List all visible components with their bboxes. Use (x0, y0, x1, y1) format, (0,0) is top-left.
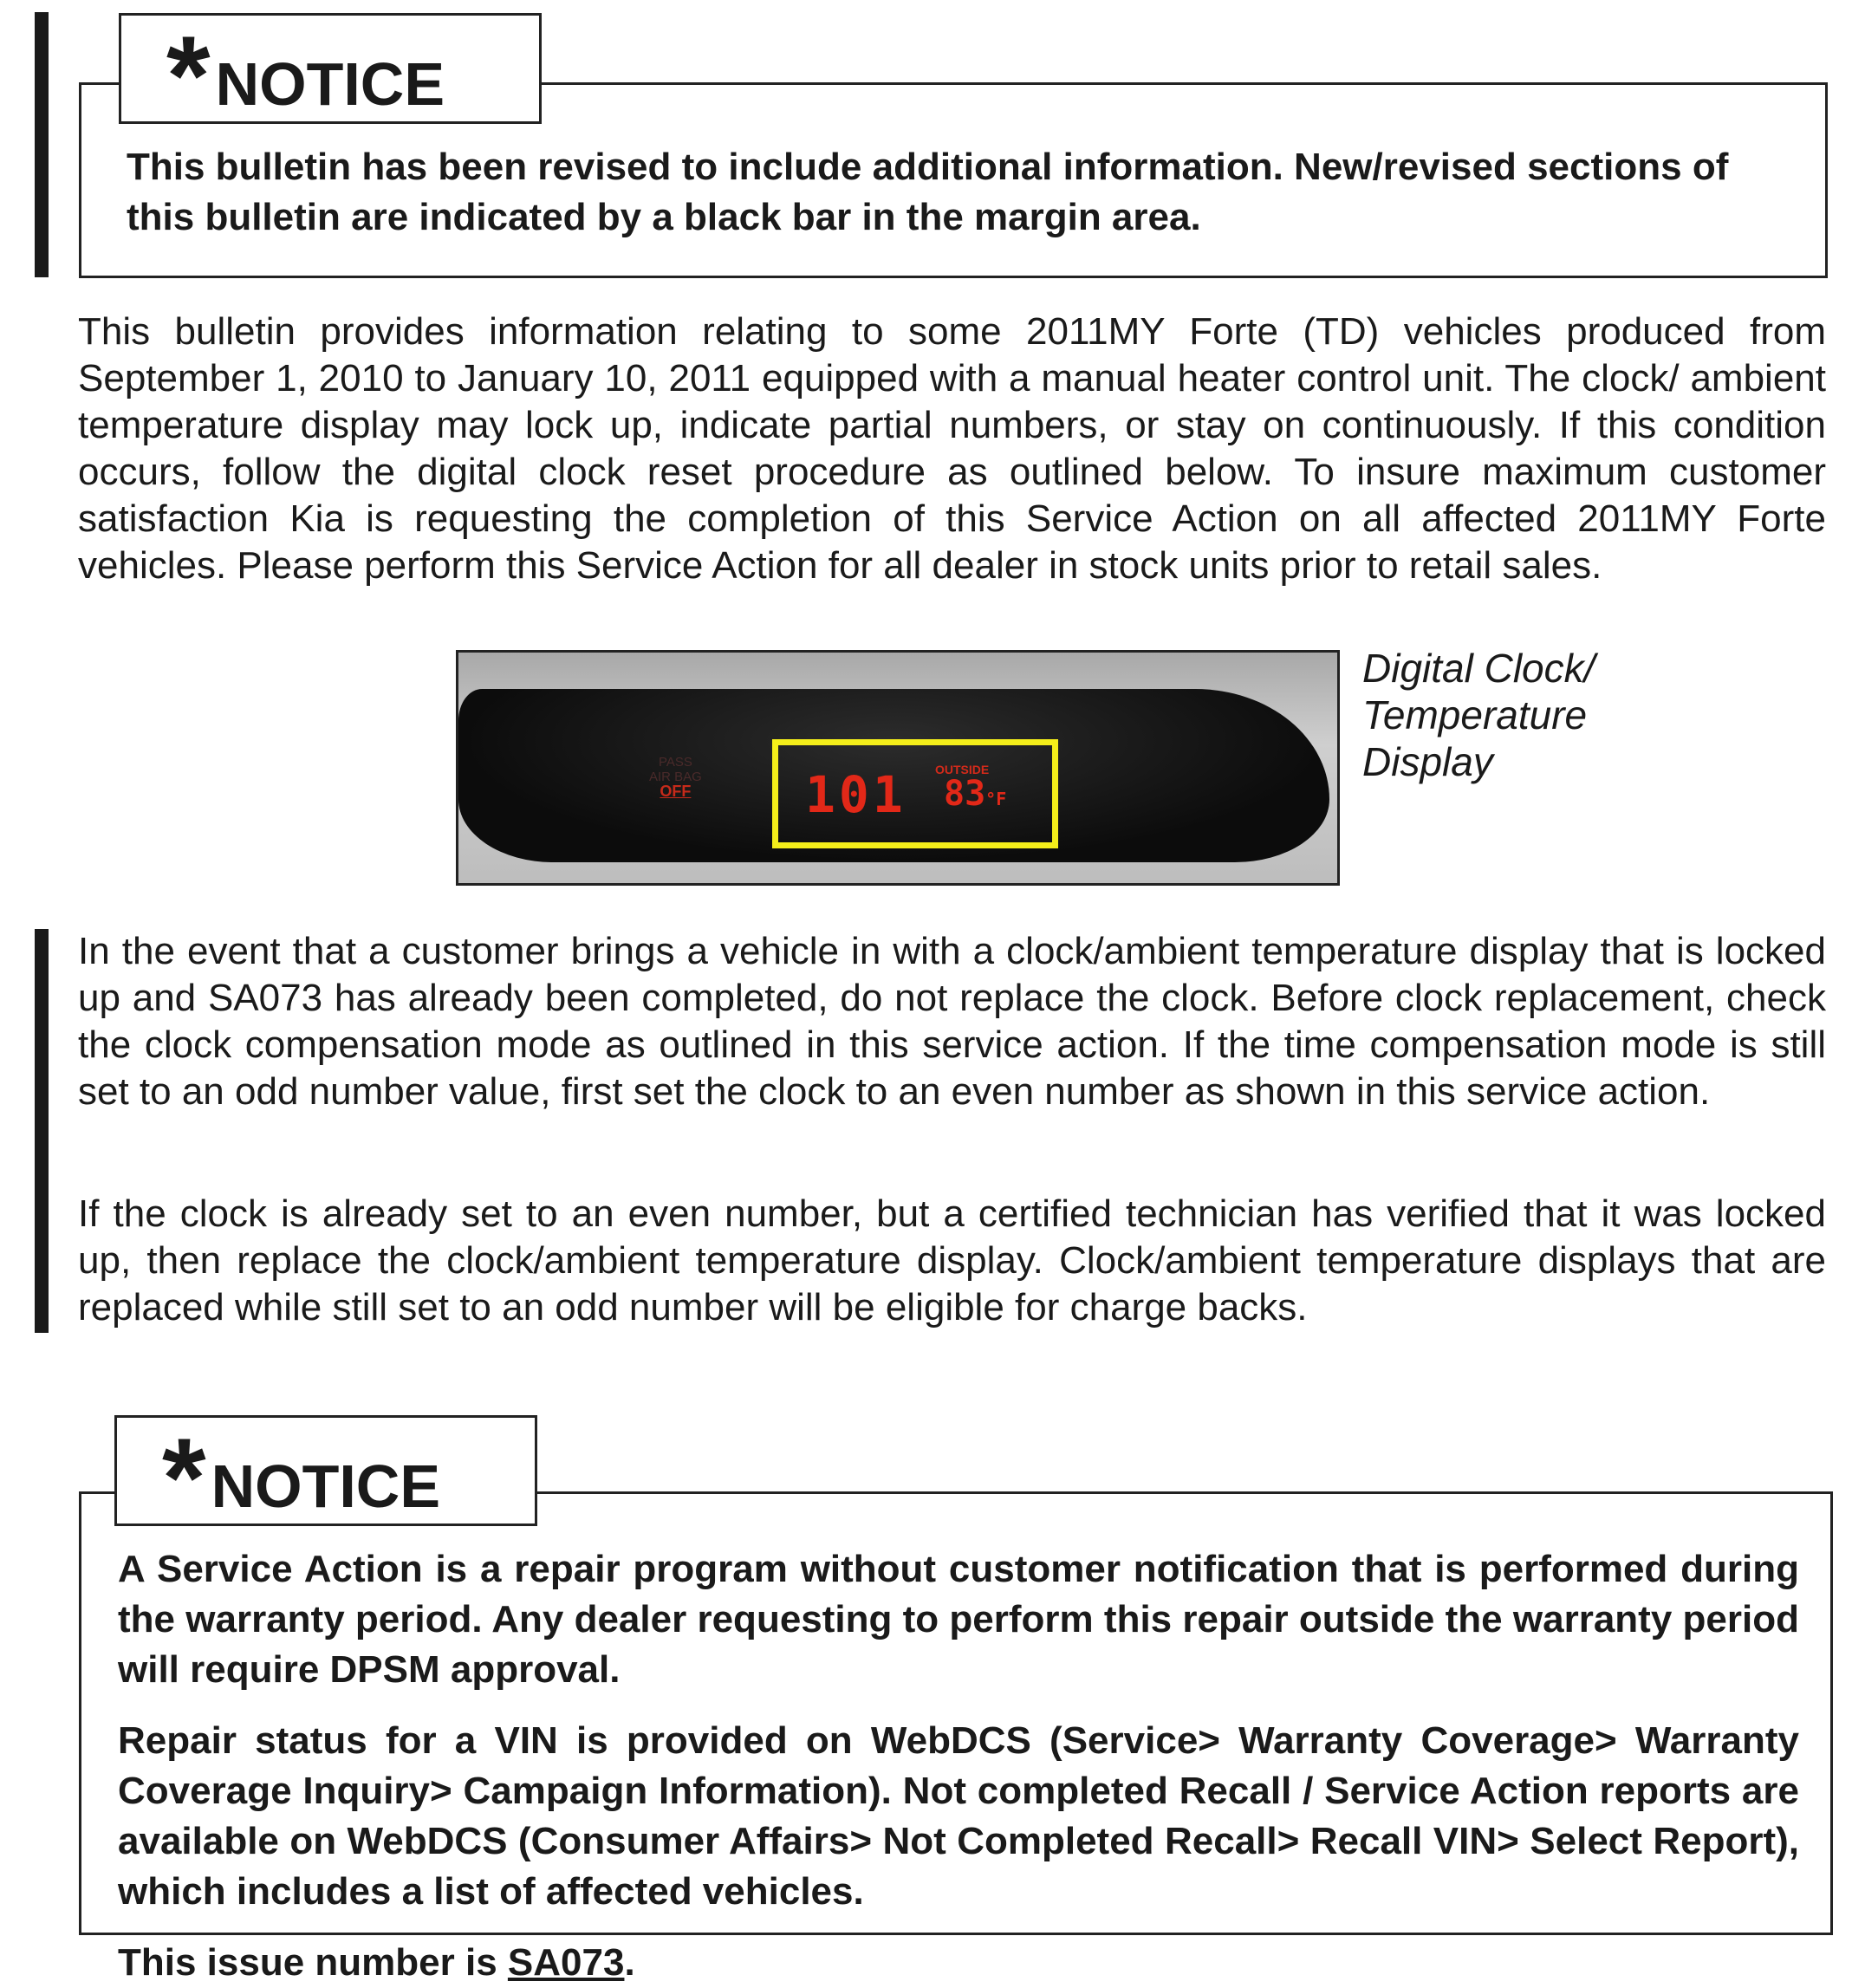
notice-top-text-wrap (127, 142, 1773, 243)
caption-line-3: Display (1362, 739, 1493, 784)
notice-top-text: This bulletin has been revised to include additional information. New/revised sections of this bulletin are indicated by a black bar in the margin area. (127, 146, 1729, 238)
notice-heading-bottom: NOTICE (211, 1452, 441, 1520)
notice-tab-bottom (114, 1414, 537, 1541)
issue-suffix: . (624, 1941, 635, 1984)
revised-paragraph-1: In the event that a customer brings a vehicle in with a clock/ambient temperature display that is locked up and SA073 has already been completed, do not replace the clock. Before clock replacement, check the clock compensation mode as outlined in this service action. If the time compensation mode is still set to an odd number value, first set the clock to an even number as shown in this service action. (78, 930, 1826, 1113)
notice-bottom-paragraph-1: A Service Action is a repair program without customer notification that is performed during the warranty period. Any dealer requesting to perform this repair outside the warranty period will require DPSM approval. (118, 1548, 1799, 1691)
airbag-label-1: PASS (658, 755, 692, 770)
asterisk-icon: * (166, 12, 211, 139)
revised-paragraph-2: If the clock is already set to an even number, but a certified technician has verified that it was locked up, then replace the clock/ambient temperature display. Clock/ambient temperature displays that are replaced while still set to an odd number will be eligible for charge backs. (78, 1192, 1826, 1329)
figure-caption (1362, 645, 1640, 785)
airbag-off-label: OFF (660, 783, 692, 800)
temperature-unit: °F (985, 789, 1007, 809)
notice-bottom-content (118, 1544, 1799, 1988)
caption-line-1: Digital Clock/ (1362, 646, 1595, 691)
highlight-box (772, 739, 1058, 848)
airbag-label-2: AIR BAG (649, 770, 702, 784)
caption-line-2: Temperature (1362, 692, 1588, 737)
airbag-indicator (649, 755, 702, 799)
issue-prefix: This issue number is (118, 1941, 508, 1984)
notice-box-bottom (79, 1491, 1833, 1984)
outside-label: OUTSIDE (935, 763, 990, 776)
intro-paragraph: This bulletin provides information relating to some 2011MY Forte (TD) vehicles produced from September 1, 2010 to January 10, 2011 equipped with a manual heater control unit. The clock/ ambient temperature display may lock up, indicate partial numbers, or stay on continuously. If this condition occurs, follow the digital clock reset procedure as outlined below. To insure maximum customer satisfaction Kia is requesting the completion of this Service Action on all affected 2011MY Forte vehicles. Please perform this Service Action for all dealer in stock units prior to retail sales. (78, 310, 1826, 587)
notice-heading-top: NOTICE (215, 50, 445, 118)
clock-digits: 101 (805, 765, 907, 824)
notice-tab-top (119, 12, 542, 139)
issue-number-line (118, 1938, 1799, 1988)
temperature-value: 83 (944, 774, 986, 814)
notice-bottom-paragraph-2: Repair status for a VIN is provided on WebDCS (Service> Warranty Coverage> Warranty Coverage Inquiry> Campaign Information). Not completed Recall / Service Action reports are available on WebDCS (Consumer Affairs> Not Completed Recall> Recall VIN> Select Report), which includes a list of affected vehicles. (118, 1719, 1799, 1913)
revision-bar-middle (35, 929, 49, 1333)
clock-display-photo (456, 650, 1340, 886)
asterisk-icon: * (162, 1414, 206, 1541)
revision-bar-top (35, 12, 49, 277)
issue-number: SA073 (507, 1941, 625, 1984)
